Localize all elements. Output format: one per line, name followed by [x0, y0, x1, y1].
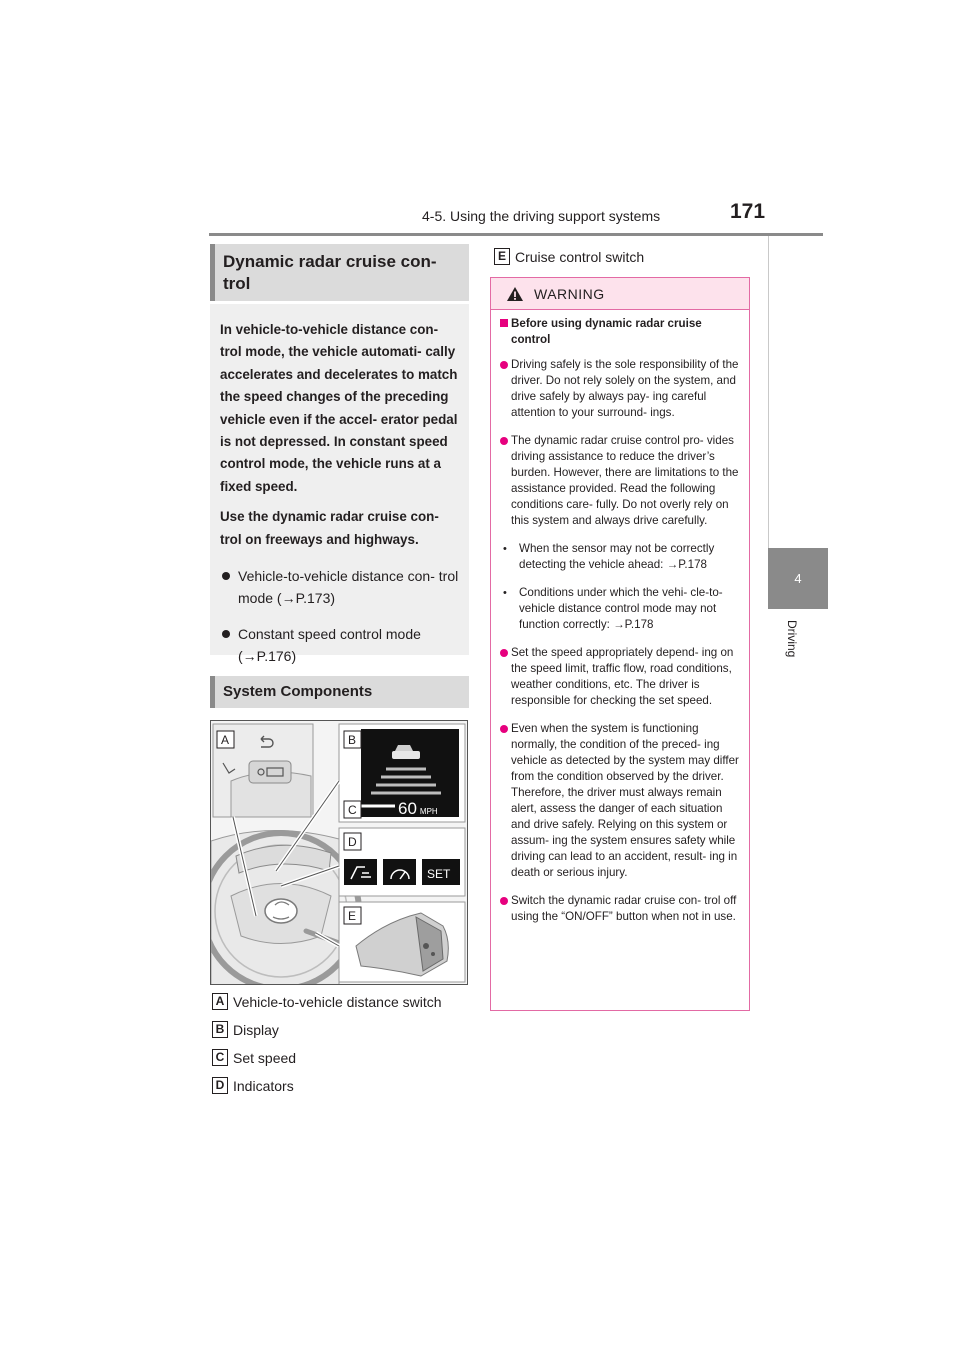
intro-paragraph-2: Use the dynamic radar cruise con- trol on freeways and highways.: [220, 509, 439, 547]
figure-label-a: A: [221, 733, 230, 747]
bullet-dot-icon: [222, 572, 230, 580]
legend-key: C: [212, 1049, 228, 1066]
legend-item-e: [494, 248, 644, 266]
chapter-name: Driving: [785, 620, 799, 658]
warning-item: Even when the system is functioning normally, the condition of the preced- ing vehicle as detected by the system may differ from the condition observed by the driver. Therefore, the driver must always remain alert, assess the danger of each situation and drive safely. Relying on this system or assum- ing the system ensures safety while driving can lead to an accident, result- ing in death or serious injury.: [500, 721, 741, 881]
speed-readout: 60 MPH: [398, 799, 438, 818]
intro-box: [210, 304, 469, 665]
page-number: 171: [730, 200, 766, 223]
warning-header: [491, 278, 749, 310]
warning-box: [490, 277, 750, 1011]
figure-label-b: B: [348, 733, 357, 747]
bullet-text: Constant speed control mode (→P.176): [238, 626, 421, 665]
legend-item-c: [212, 1049, 296, 1067]
legend-key: D: [212, 1077, 228, 1094]
warning-item: The dynamic radar cruise control pro- vides driving assistance to reduce the driver’s burden. However, there are limitations to the assistance provided. Read the following conditions care- fully. Do not overly rely on this system and always drive carefully.: [500, 433, 741, 529]
heading-line-2: trol: [223, 274, 251, 293]
side-divider: [768, 236, 769, 548]
pink-bullet-icon: [500, 361, 508, 369]
system-components-figure: [210, 720, 468, 985]
legend-item-a: [212, 993, 442, 1011]
warning-subitem[interactable]: • Conditions under which the vehi- cle-to-vehicle distance control mode may not function correctly: →P.178: [503, 586, 723, 631]
heading-line-1: Dynamic radar cruise con-: [223, 252, 437, 271]
legend-text: Vehicle-to-vehicle distance switch: [233, 994, 442, 1010]
pink-bullet-icon: [500, 649, 508, 657]
warning-item: Switch the dynamic radar cruise con- trol off using the “ON/OFF” button when not in use.: [500, 893, 741, 925]
legend-key: E: [494, 248, 510, 265]
dot-bullet-icon: •: [503, 543, 507, 555]
legend-text: Indicators: [233, 1078, 294, 1094]
warning-item: Driving safely is the sole responsibility of the driver. Do not rely solely on the system, and drive safely by always pay- ing careful attention to your surround- ings.: [500, 357, 741, 421]
intro-paragraph-1: In vehicle-to-vehicle distance con- trol mode, the vehicle automati- cally accelerates and decelerates to match the speed changes of the preceding vehicle even if the accel- erator pedal is not depressed. In constant speed control mode, the vehicle runs at a fixed speed.: [220, 322, 458, 494]
bullet-text: Vehicle-to-vehicle distance con- trol mode (→P.173): [238, 568, 459, 607]
components-illustration: [211, 721, 468, 985]
square-bullet-icon: [500, 319, 508, 327]
header-rule: [209, 233, 823, 236]
warning-title: WARNING: [534, 286, 605, 302]
warning-triangle-icon: [506, 286, 524, 302]
dot-bullet-icon: •: [503, 587, 507, 599]
section-heading-dynamic-radar: [210, 244, 469, 301]
legend-item-d: [212, 1077, 294, 1095]
pink-bullet-icon: [500, 437, 508, 445]
pink-bullet-icon: [500, 897, 508, 905]
warning-subtitle: Before using dynamic radar cruise control: [500, 316, 741, 347]
legend-text: Display: [233, 1022, 279, 1038]
chapter-tab[interactable]: 4: [768, 548, 828, 609]
bullet-constant-mode[interactable]: [220, 623, 461, 667]
legend-key: B: [212, 1021, 228, 1038]
figure-label-c: C: [348, 803, 357, 817]
section-heading-system-components: System Components: [210, 676, 469, 708]
pink-bullet-icon: [500, 725, 508, 733]
warning-body: [491, 310, 749, 925]
legend-text: Cruise control switch: [515, 249, 645, 265]
set-indicator: SET: [427, 867, 451, 881]
legend-item-b: [212, 1021, 279, 1039]
figure-label-d: D: [348, 835, 357, 849]
legend-key: A: [212, 993, 228, 1010]
warning-subitem[interactable]: • When the sensor may not be correctly detecting the vehicle ahead: →P.178: [503, 542, 715, 571]
figure-label-e: E: [348, 909, 357, 923]
bullet-dot-icon: [222, 630, 230, 638]
bullet-distance-mode[interactable]: [220, 565, 461, 609]
warning-item: Set the speed appropriately depend- ing on the speed limit, traffic flow, road conditions, weather conditions, etc. The driver is responsible for checking the set speed.: [500, 645, 741, 709]
running-header: 4-5. Using the driving support systems: [422, 208, 661, 224]
legend-text: Set speed: [233, 1050, 297, 1066]
